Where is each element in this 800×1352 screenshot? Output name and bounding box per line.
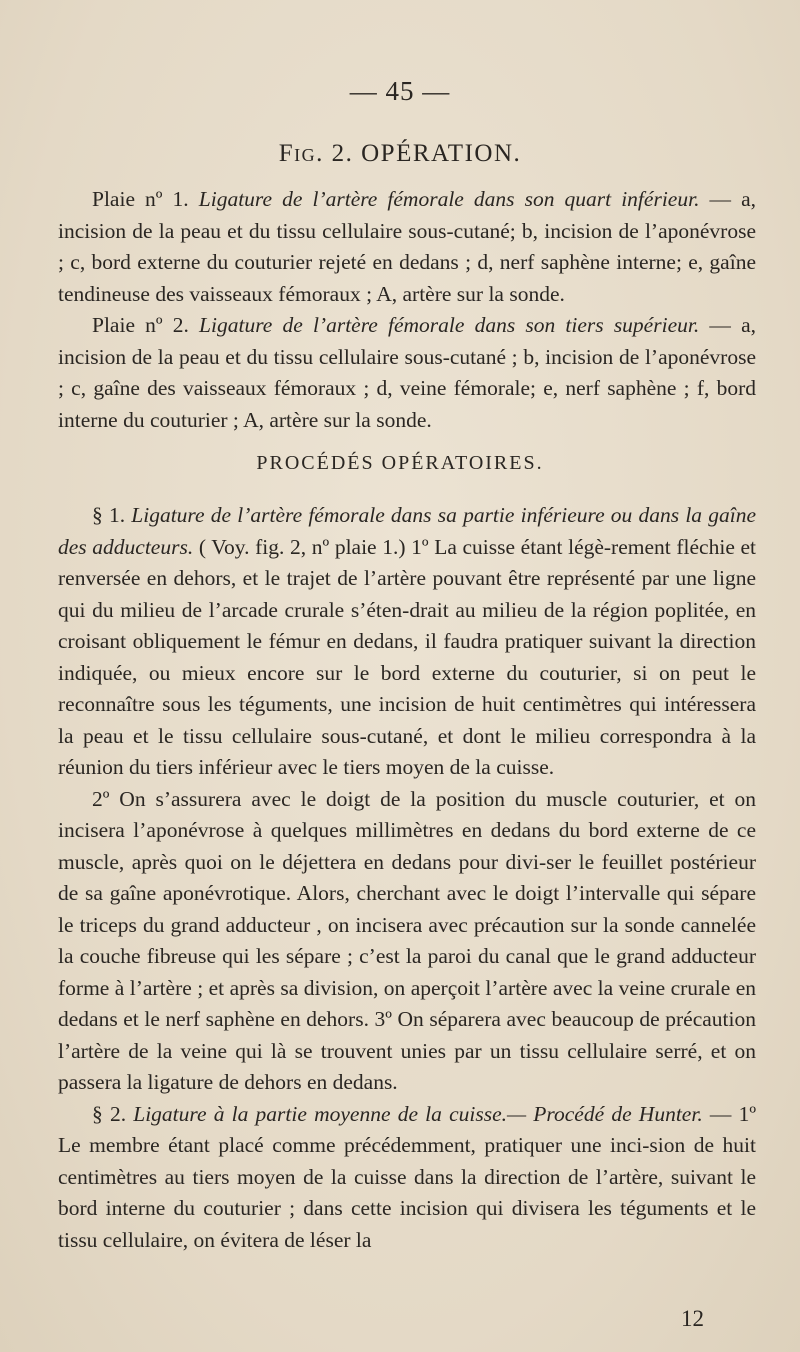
paragraph-1: [58, 500, 756, 784]
paragraph-2: [58, 784, 756, 1099]
paragraph-1-title: Ligature de l’artère fémorale dans sa partie inférieure ou dans la gaîne des adducteurs.: [58, 503, 757, 559]
plaie-2-text: — a, incision de la peau et du tissu cellulaire sous-cutané ; b, incision de l’aponévrose ; c, gaîne des vaisseaux fémoraux ; d, veine fémorale; e, nerf saphène ; f, bord interne du couturier ; A, artère sur la sonde.: [58, 313, 756, 432]
paragraph-1-text: ( Voy. fig. 2, nº plaie 1.) 1º La cuisse étant légè-rement fléchie et renversée en dehors, et le trajet de l’artère pouvant être représenté par une ligne qui du milieu de l’arcade crurale s’éten-drait au milieu de la région poplitée, en croisant obliquement le fémur en dedans, il faudra pratiquer suivant la direction indiquée, ou mieux encore sur le bord externe du couturier, si on peut le reconnaître sous les téguments, une incision de huit centimètres qui intéressera la peau et le tissu cellulaire sous-cutané, et dont le milieu correspondra à la réunion du tiers inférieur avec le tiers moyen de la cuisse.: [58, 534, 757, 779]
plaie-2-label: Plaie nº 2.: [92, 313, 189, 337]
plaie-2-title: Ligature de l’artère fémorale dans son tiers supérieur.: [199, 313, 700, 337]
signature-mark: 12: [681, 1306, 704, 1331]
main-text: [58, 500, 756, 1256]
section-heading: PROCÉDÉS OPÉRATOIRES.: [256, 452, 544, 474]
plaie-1-text: — a, incision de la peau et du tissu cellulaire sous-cutané; b, incision de l’aponévrose ; c, bord externe du couturier rejeté en dedans ; d, nerf saphène interne; e, gaîne tendineuse des vaisseaux fémoraux ; A, artère sur la sonde.: [58, 187, 757, 306]
paragraph-3: [58, 1099, 756, 1257]
paragraph-3-label: § 2.: [92, 1101, 127, 1126]
paragraph-2-text: 2º On s’assurera avec le doigt de la position du muscle couturier, et on incisera l’aponévrose à quelques millimètres en dedans du bord externe de ce muscle, après quoi on le déjettera en dedans pour divi-ser le feuillet postérieur de sa gaîne aponévrotique. Alors, cherchant avec le doigt l’intervalle qui sépare le triceps du grand adducteur , on incisera avec précaution sur la sonde cannelée la couche fibreuse qui les sépare ; c’est la paroi du canal que le grand adducteur forme à l’artère ; et après sa division, on aperçoit l’artère avec la veine crurale en dedans et le nerf saphène en dehors. 3º On séparera avec beaucoup de précaution l’artère de la veine qui là se trouvent unies par un tissu cellulaire serré, et on passera la ligature de dehors en dedans.: [58, 786, 756, 1094]
plaie-1-title: Ligature de l’artère fémorale dans son quart inférieur.: [198, 187, 700, 211]
paragraph-3-text: — 1º Le membre étant placé comme précédemment, pratiquer une inci-sion de huit centimètres au tiers moyen de la cuisse dans la direction de l’artère, suivant le bord interne du couturier ; dans cette incision qui divisera les téguments et le tissu cellulaire, on évitera de léser la: [58, 1101, 756, 1252]
plaie-2-paragraph: [58, 310, 756, 436]
paragraph-3-title: Ligature à la partie moyenne de la cuisse.— Procédé de Hunter.: [133, 1101, 703, 1126]
plaie-1-label: Plaie nº 1.: [92, 187, 189, 211]
plaie-1-paragraph: [58, 184, 756, 310]
figure-legend: [58, 184, 756, 436]
page-number: — 45 —: [349, 76, 451, 106]
paragraph-1-label: § 1.: [92, 503, 126, 527]
figure-title: Fig. 2. OPÉRATION.: [278, 140, 522, 167]
